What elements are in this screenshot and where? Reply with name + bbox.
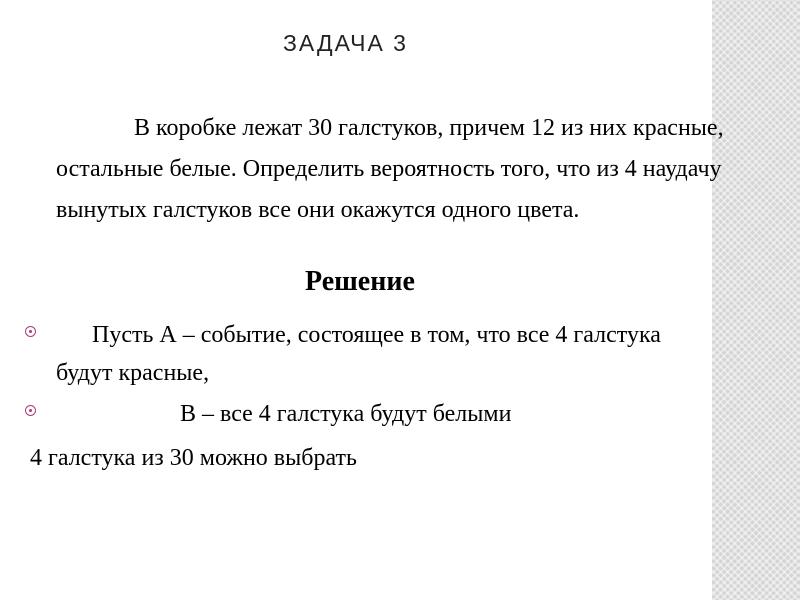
- bullet-item-event-b: В – все 4 галстука будут белыми: [180, 401, 512, 427]
- bullet-item-event-a: Пусть А – событие, состоящее в том, что все 4 галстука будут красные,: [56, 322, 661, 386]
- slide-title: ЗАДАЧА 3: [283, 30, 408, 56]
- decorative-side-strip: [712, 0, 800, 600]
- solution-heading: Решение: [305, 266, 415, 297]
- problem-statement: В коробке лежат 30 галстуков, причем 12 из них красные, остальные белые. Определить вероятность того, что из 4 наудачу вынутых галстуков все они окажутся одного цвета.: [56, 115, 724, 223]
- bullet-circle-icon: [25, 326, 36, 337]
- final-statement: 4 галстука из 30 можно выбрать: [30, 445, 357, 471]
- bullet-circle-icon: [25, 405, 36, 416]
